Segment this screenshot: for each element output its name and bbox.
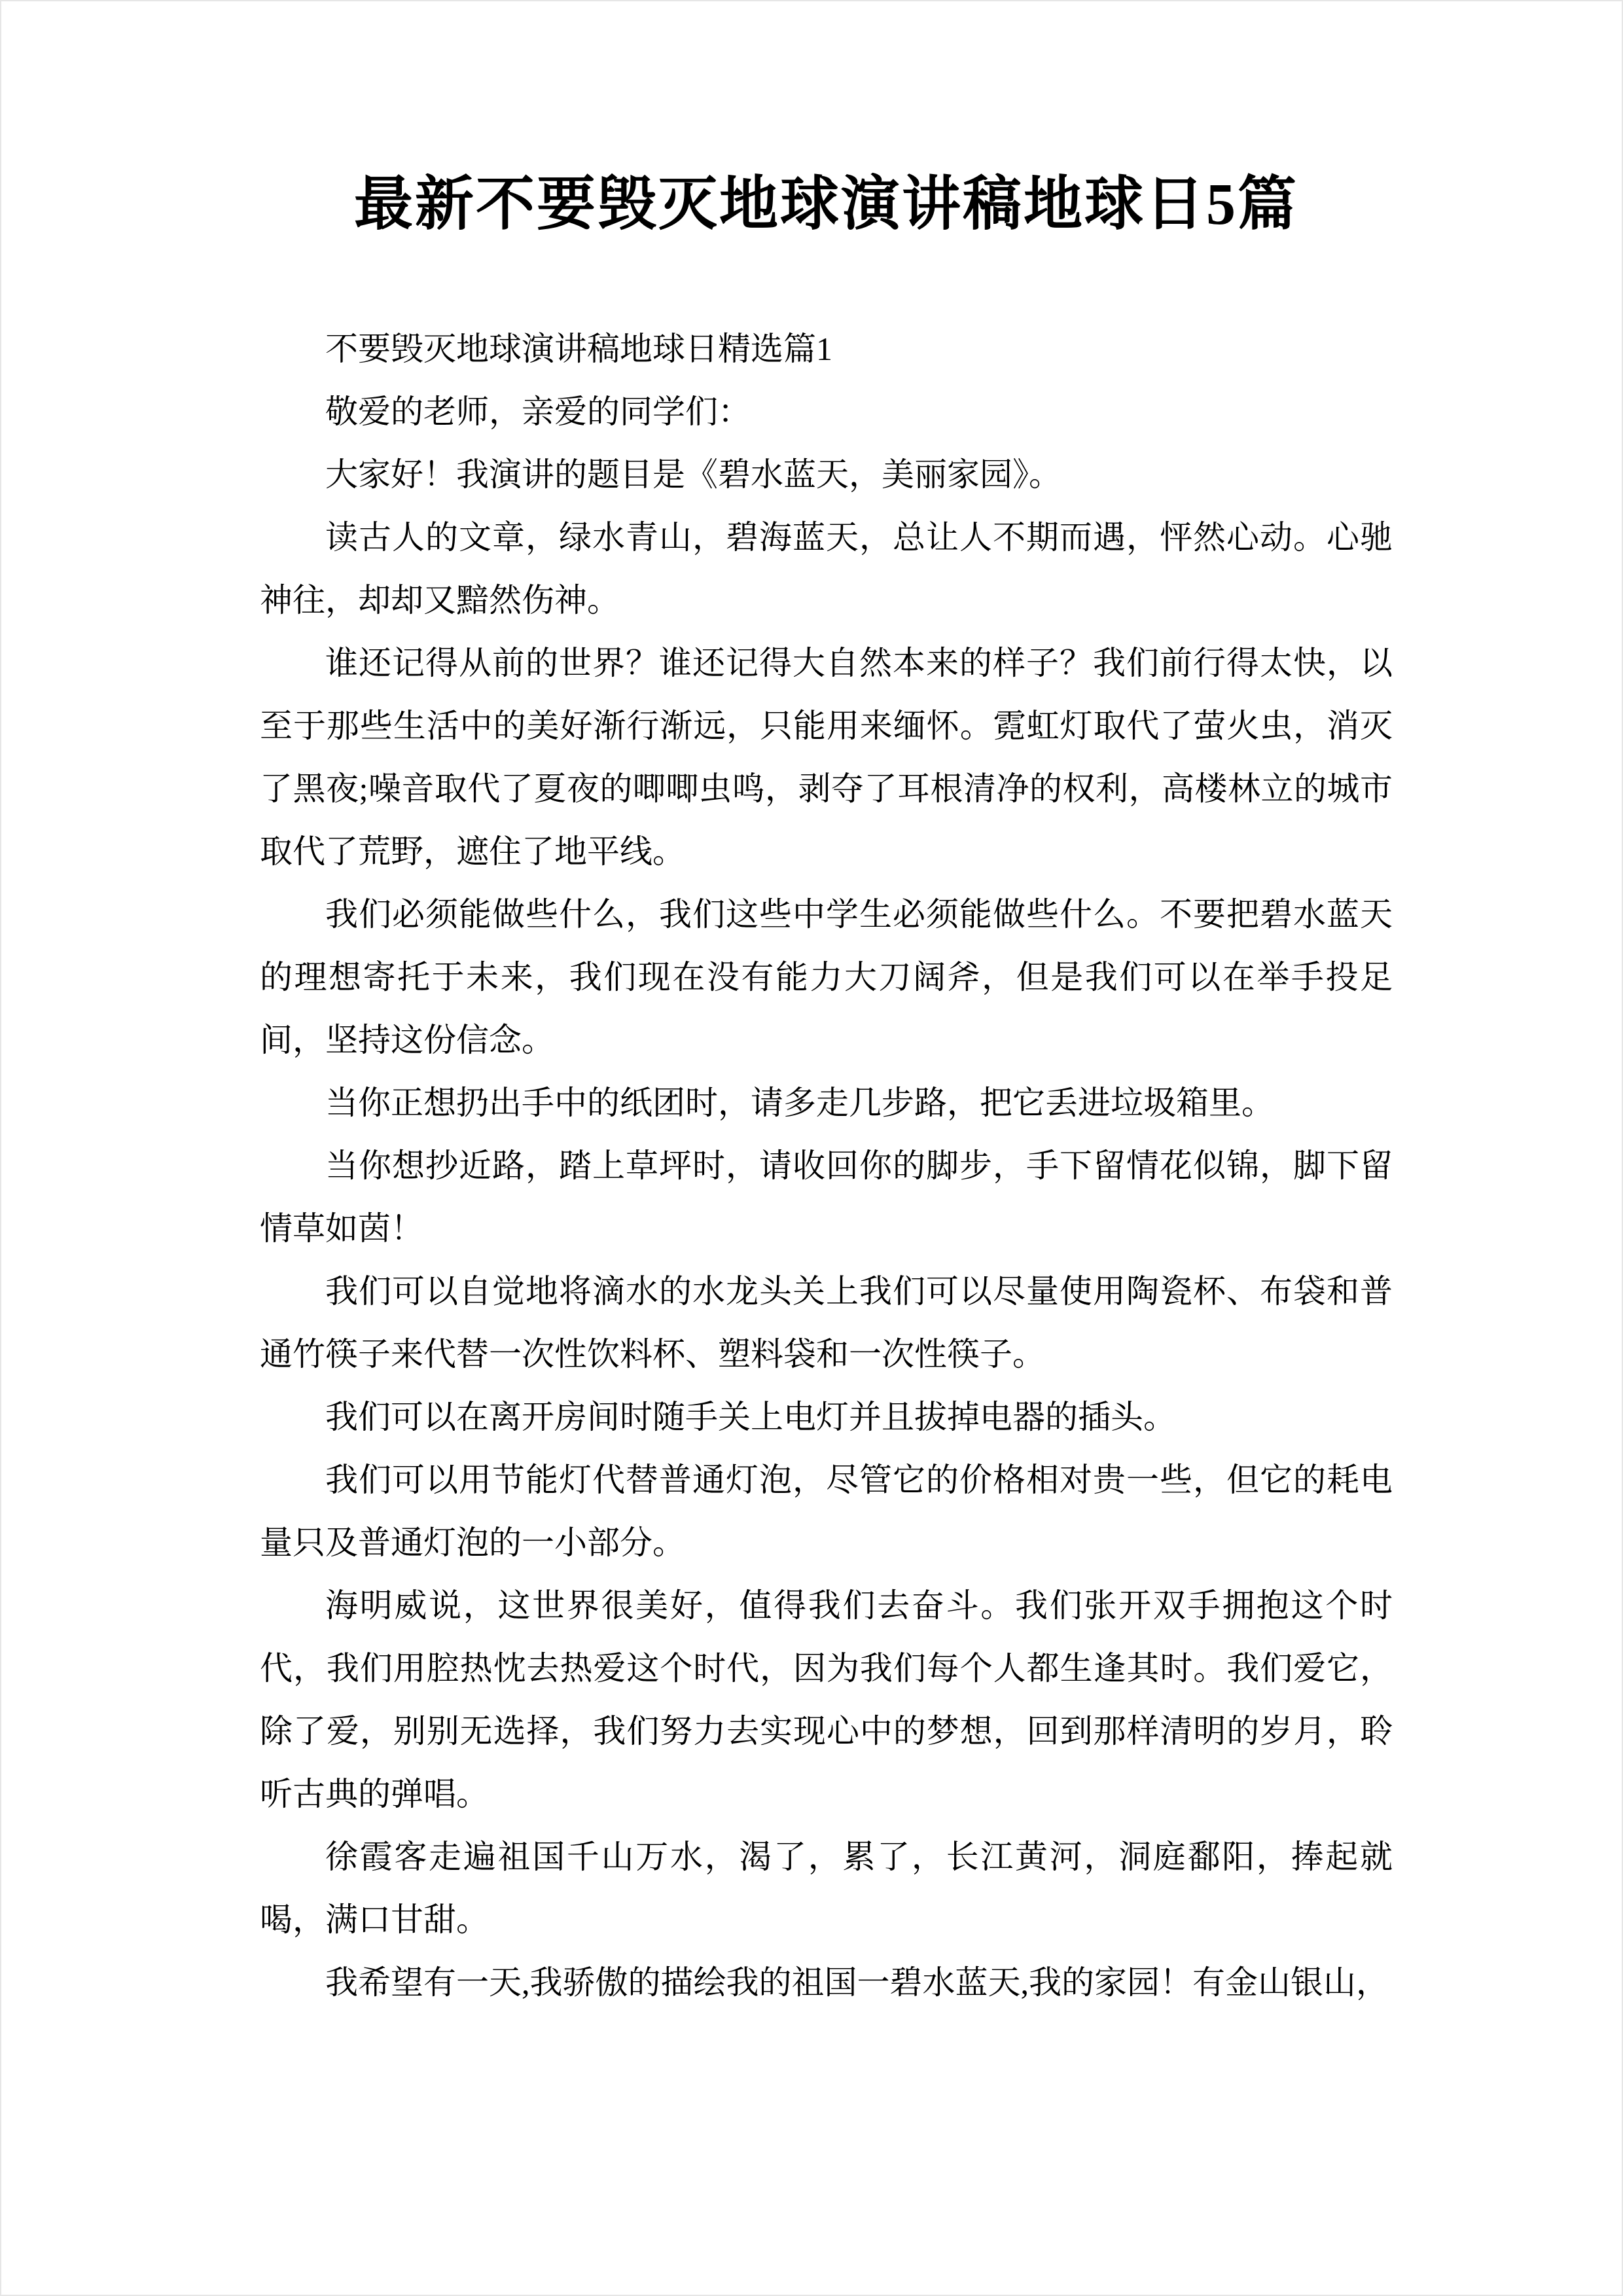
paragraph: 我希望有一天,我骄傲的描绘我的祖国一碧水蓝天,我的家园！有金山银山， xyxy=(325,1964,1389,2001)
paragraph: 当你正想扔出手中的纸团时，请多走几步路，把它丢进垃圾箱里。 xyxy=(325,1084,1274,1121)
paragraph: 我们可以用节能灯代替普通灯泡，尽管它的价格相对贵一些，但它的耗电量只及普通灯泡的一小部分。 xyxy=(260,1461,1393,1561)
paragraph: 海明威说，这世界很美好，值得我们去奋斗。我们张开双手拥抱这个时代，我们用腔热忱去热爱这个时代，因为我们每个人都生逢其时。我们爱它，除了爱，别别无选择，我们努力去实现心中的梦想，回到那样清明的岁月，聆听古典的弹唱。 xyxy=(260,1587,1393,1812)
paragraph-salutation: 敬爱的老师，亲爱的同学们： xyxy=(325,393,751,430)
paragraph: 我们可以自觉地将滴水的水龙头关上我们可以尽量使用陶瓷杯、布袋和普通竹筷子来代替一次性饮料杯、塑料袋和一次性筷子。 xyxy=(260,1272,1393,1372)
paragraph-section-heading: 不要毁灭地球演讲稿地球日精选篇1 xyxy=(325,330,832,367)
paragraph: 谁还记得从前的世界？谁还记得大自然本来的样子？我们前行得太快，以至于那些生活中的美好渐行渐远，只能用来缅怀。霓虹灯取代了萤火虫，消灭了黑夜;噪音取代了夏夜的唧唧虫鸣，剥夺了耳根清净的权利，高楼林立的城市取代了荒野，遮住了地平线。 xyxy=(260,644,1393,870)
paragraph: 我们必须能做些什么，我们这些中学生必须能做些什么。不要把碧水蓝天的理想寄托于未来，我们现在没有能力大刀阔斧，但是我们可以在举手投足间，坚持这份信念。 xyxy=(260,895,1393,1058)
paragraph: 我们可以在离开房间时随手关上电灯并且拔掉电器的插头。 xyxy=(325,1398,1176,1435)
paragraph: 徐霞客走遍祖国千山万水，渴了，累了，长江黄河，洞庭鄱阳，捧起就喝，满口甘甜。 xyxy=(260,1838,1393,1938)
paragraph: 读古人的文章，绿水青山，碧海蓝天，总让人不期而遇，怦然心动。心驰神往，却却又黯然伤神。 xyxy=(260,518,1393,619)
document-title: 最新不要毁灭地球演讲稿地球日5篇 xyxy=(354,172,1298,237)
paragraph: 大家好！我演讲的题目是《碧水蓝天，美丽家园》。 xyxy=(325,456,1061,493)
paragraph: 当你想抄近路，踏上草坪时，请收回你的脚步，手下留情花似锦，脚下留情草如茵！ xyxy=(260,1147,1393,1247)
